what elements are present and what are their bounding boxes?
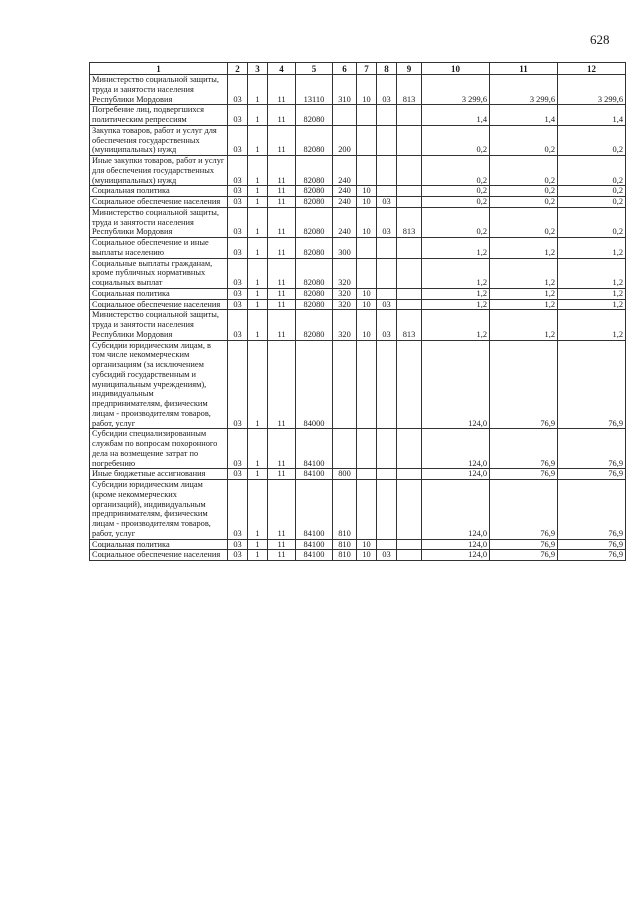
code-cell [377, 105, 397, 126]
amount-cell: 124,0 [422, 340, 490, 429]
amount-cell: 76,9 [558, 539, 626, 550]
header-cell: 12 [558, 63, 626, 75]
code-cell: 813 [397, 75, 422, 105]
code-cell: 11 [268, 186, 296, 197]
amount-cell: 1,2 [422, 238, 490, 259]
row-name-cell: Субсидии юридическим лицам (кроме некоммерческих организаций), индивидуальным предпринимателям, физическим лицам - производителям товаров, работ, услуг [90, 480, 228, 540]
header-cell: 10 [422, 63, 490, 75]
code-cell [377, 429, 397, 469]
amount-cell: 3 299,6 [558, 75, 626, 105]
code-cell: 11 [268, 156, 296, 186]
header-cell: 4 [268, 63, 296, 75]
code-cell: 10 [357, 310, 377, 340]
code-cell: 03 [228, 310, 248, 340]
code-cell [377, 288, 397, 299]
code-cell: 03 [228, 105, 248, 126]
code-cell: 84100 [296, 469, 333, 480]
code-cell: 1 [248, 310, 268, 340]
table-row [90, 238, 626, 259]
code-cell: 1 [248, 299, 268, 310]
amount-cell: 1,2 [490, 299, 558, 310]
row-name-cell: Социальная политика [90, 186, 228, 197]
code-cell: 03 [228, 469, 248, 480]
code-cell: 84100 [296, 550, 333, 561]
code-cell: 84000 [296, 340, 333, 429]
code-cell: 03 [228, 207, 248, 237]
table-row [90, 156, 626, 186]
code-cell: 300 [333, 238, 357, 259]
code-cell: 10 [357, 197, 377, 208]
row-name-cell: Погребение лиц, подвергшихся политическим репрессиям [90, 105, 228, 126]
amount-cell: 1,2 [422, 258, 490, 288]
code-cell: 11 [268, 550, 296, 561]
header-cell: 6 [333, 63, 357, 75]
header-cell: 9 [397, 63, 422, 75]
code-cell: 11 [268, 299, 296, 310]
code-cell [357, 105, 377, 126]
code-cell: 82080 [296, 125, 333, 155]
amount-cell: 76,9 [490, 539, 558, 550]
code-cell: 03 [228, 238, 248, 259]
code-cell: 03 [377, 299, 397, 310]
table-row [90, 429, 626, 469]
amount-cell: 76,9 [490, 480, 558, 540]
code-cell: 1 [248, 258, 268, 288]
code-cell [357, 480, 377, 540]
code-cell: 82080 [296, 156, 333, 186]
code-cell: 82080 [296, 288, 333, 299]
amount-cell: 124,0 [422, 480, 490, 540]
code-cell: 03 [228, 125, 248, 155]
amount-cell: 1,2 [490, 288, 558, 299]
code-cell: 1 [248, 197, 268, 208]
code-cell [333, 105, 357, 126]
code-cell: 240 [333, 197, 357, 208]
code-cell [357, 340, 377, 429]
code-cell: 03 [228, 480, 248, 540]
code-cell [377, 156, 397, 186]
code-cell: 1 [248, 207, 268, 237]
row-name-cell: Министерство социальной защиты, труда и занятости населения Республики Мордовия [90, 207, 228, 237]
code-cell: 11 [268, 75, 296, 105]
code-cell [397, 186, 422, 197]
code-cell [377, 125, 397, 155]
code-cell: 03 [377, 207, 397, 237]
code-cell: 11 [268, 539, 296, 550]
table-row [90, 480, 626, 540]
amount-cell: 1,2 [558, 258, 626, 288]
code-cell: 03 [228, 156, 248, 186]
code-cell [397, 480, 422, 540]
code-cell [357, 258, 377, 288]
amount-cell: 76,9 [558, 469, 626, 480]
amount-cell: 76,9 [490, 550, 558, 561]
amount-cell: 0,2 [558, 186, 626, 197]
code-cell [397, 197, 422, 208]
code-cell: 11 [268, 310, 296, 340]
amount-cell: 0,2 [490, 197, 558, 208]
amount-cell: 1,2 [558, 238, 626, 259]
code-cell: 1 [248, 429, 268, 469]
code-cell [333, 429, 357, 469]
page-number: 628 [590, 32, 610, 47]
code-cell: 810 [333, 539, 357, 550]
header-cell: 7 [357, 63, 377, 75]
row-name-cell: Социальное обеспечение населения [90, 550, 228, 561]
code-cell: 03 [228, 197, 248, 208]
amount-cell: 76,9 [490, 469, 558, 480]
code-cell: 11 [268, 125, 296, 155]
amount-cell: 124,0 [422, 469, 490, 480]
code-cell: 310 [333, 75, 357, 105]
row-name-cell: Социальное обеспечение населения [90, 299, 228, 310]
code-cell [357, 156, 377, 186]
code-cell: 10 [357, 207, 377, 237]
code-cell: 1 [248, 125, 268, 155]
code-cell: 84100 [296, 429, 333, 469]
amount-cell: 1,2 [422, 288, 490, 299]
code-cell [397, 539, 422, 550]
amount-cell: 0,2 [490, 125, 558, 155]
code-cell: 10 [357, 186, 377, 197]
code-cell: 1 [248, 550, 268, 561]
amount-cell: 76,9 [558, 429, 626, 469]
code-cell: 82080 [296, 105, 333, 126]
code-cell: 320 [333, 288, 357, 299]
header-cell: 2 [228, 63, 248, 75]
code-cell: 82080 [296, 258, 333, 288]
code-cell: 1 [248, 238, 268, 259]
code-cell: 1 [248, 156, 268, 186]
code-cell: 813 [397, 310, 422, 340]
code-cell: 11 [268, 105, 296, 126]
header-row [90, 63, 626, 75]
amount-cell: 0,2 [422, 125, 490, 155]
code-cell [377, 480, 397, 540]
row-name-cell: Министерство социальной защиты, труда и занятости населения Республики Мордовия [90, 310, 228, 340]
code-cell [397, 258, 422, 288]
code-cell: 03 [228, 186, 248, 197]
amount-cell: 0,2 [422, 156, 490, 186]
code-cell: 03 [228, 340, 248, 429]
code-cell [377, 186, 397, 197]
row-name-cell: Министерство социальной защиты, труда и занятости населения Республики Мордовия [90, 75, 228, 105]
table-row [90, 186, 626, 197]
code-cell: 03 [228, 288, 248, 299]
amount-cell: 1,2 [558, 310, 626, 340]
amount-cell: 0,2 [422, 197, 490, 208]
code-cell: 240 [333, 207, 357, 237]
table-row [90, 197, 626, 208]
code-cell: 13110 [296, 75, 333, 105]
code-cell: 320 [333, 310, 357, 340]
code-cell [357, 429, 377, 469]
amount-cell: 1,2 [422, 310, 490, 340]
code-cell: 11 [268, 207, 296, 237]
code-cell: 800 [333, 469, 357, 480]
code-cell: 03 [228, 550, 248, 561]
amount-cell: 124,0 [422, 550, 490, 561]
table-row [90, 340, 626, 429]
code-cell: 10 [357, 550, 377, 561]
code-cell: 82080 [296, 186, 333, 197]
code-cell: 1 [248, 469, 268, 480]
code-cell: 11 [268, 197, 296, 208]
code-cell: 10 [357, 299, 377, 310]
code-cell: 03 [228, 429, 248, 469]
code-cell: 82080 [296, 197, 333, 208]
table-row [90, 207, 626, 237]
table-body [90, 75, 626, 561]
amount-cell: 1,2 [490, 238, 558, 259]
code-cell: 813 [397, 207, 422, 237]
code-cell: 82080 [296, 310, 333, 340]
row-name-cell: Иные бюджетные ассигнования [90, 469, 228, 480]
code-cell: 810 [333, 480, 357, 540]
code-cell: 240 [333, 156, 357, 186]
code-cell [377, 340, 397, 429]
row-name-cell: Социальное обеспечение и иные выплаты населению [90, 238, 228, 259]
amount-cell: 3 299,6 [422, 75, 490, 105]
code-cell [397, 105, 422, 126]
amount-cell: 1,2 [558, 288, 626, 299]
code-cell [333, 340, 357, 429]
code-cell: 03 [228, 258, 248, 288]
amount-cell: 124,0 [422, 539, 490, 550]
code-cell [357, 238, 377, 259]
code-cell: 11 [268, 238, 296, 259]
table-row [90, 258, 626, 288]
row-name-cell: Социальное обеспечение населения [90, 197, 228, 208]
row-name-cell: Социальная политика [90, 539, 228, 550]
amount-cell: 1,2 [490, 310, 558, 340]
code-cell [377, 238, 397, 259]
amount-cell: 0,2 [558, 207, 626, 237]
budget-table [89, 62, 626, 561]
amount-cell: 76,9 [558, 340, 626, 429]
code-cell [357, 125, 377, 155]
code-cell: 03 [377, 310, 397, 340]
code-cell: 82080 [296, 299, 333, 310]
row-name-cell: Социальные выплаты гражданам, кроме публичных нормативных социальных выплат [90, 258, 228, 288]
code-cell [397, 125, 422, 155]
code-cell: 1 [248, 539, 268, 550]
header-cell: 5 [296, 63, 333, 75]
code-cell [397, 429, 422, 469]
row-name-cell: Социальная политика [90, 288, 228, 299]
code-cell: 03 [228, 539, 248, 550]
amount-cell: 1,2 [422, 299, 490, 310]
code-cell: 11 [268, 480, 296, 540]
table-row [90, 75, 626, 105]
amount-cell: 0,2 [422, 186, 490, 197]
amount-cell: 0,2 [558, 156, 626, 186]
code-cell: 1 [248, 480, 268, 540]
code-cell: 320 [333, 299, 357, 310]
code-cell: 03 [228, 75, 248, 105]
code-cell: 11 [268, 429, 296, 469]
amount-cell: 1,2 [558, 299, 626, 310]
code-cell: 03 [228, 299, 248, 310]
code-cell: 1 [248, 75, 268, 105]
code-cell [397, 238, 422, 259]
code-cell: 10 [357, 288, 377, 299]
code-cell: 810 [333, 550, 357, 561]
table-row [90, 125, 626, 155]
code-cell: 200 [333, 125, 357, 155]
amount-cell: 76,9 [558, 480, 626, 540]
header-cell: 1 [90, 63, 228, 75]
code-cell [397, 299, 422, 310]
amount-cell: 0,2 [490, 207, 558, 237]
header-cell: 11 [490, 63, 558, 75]
code-cell: 82080 [296, 207, 333, 237]
code-cell: 82080 [296, 238, 333, 259]
code-cell: 84100 [296, 480, 333, 540]
table-row [90, 550, 626, 561]
code-cell [397, 288, 422, 299]
amount-cell: 76,9 [558, 550, 626, 561]
amount-cell: 124,0 [422, 429, 490, 469]
code-cell [377, 258, 397, 288]
code-cell: 11 [268, 288, 296, 299]
table-row [90, 105, 626, 126]
table-row [90, 288, 626, 299]
row-name-cell: Субсидии юридическим лицам, в том числе некоммерческим организациям (за исключением субсидий государственным и муниципальным учреждениям), индивидуальным предпринимателям, физическим лицам - производителям товаров, работ, услуг [90, 340, 228, 429]
amount-cell: 1,2 [490, 258, 558, 288]
code-cell: 84100 [296, 539, 333, 550]
code-cell: 1 [248, 105, 268, 126]
code-cell: 03 [377, 197, 397, 208]
amount-cell: 0,2 [558, 125, 626, 155]
code-cell [397, 340, 422, 429]
amount-cell: 0,2 [422, 207, 490, 237]
code-cell: 1 [248, 186, 268, 197]
code-cell [377, 539, 397, 550]
code-cell: 11 [268, 258, 296, 288]
table-row [90, 539, 626, 550]
amount-cell: 1,4 [558, 105, 626, 126]
row-name-cell: Закупка товаров, работ и услуг для обеспечения государственных (муниципальных) нужд [90, 125, 228, 155]
code-cell [397, 550, 422, 561]
code-cell: 240 [333, 186, 357, 197]
code-cell: 1 [248, 340, 268, 429]
amount-cell: 0,2 [490, 156, 558, 186]
code-cell: 03 [377, 75, 397, 105]
amount-cell: 1,4 [422, 105, 490, 126]
row-name-cell: Субсидии специализированным службам по вопросам похоронного дела на возмещение затрат по погребению [90, 429, 228, 469]
code-cell: 03 [377, 550, 397, 561]
code-cell: 10 [357, 75, 377, 105]
code-cell: 1 [248, 288, 268, 299]
amount-cell: 76,9 [490, 340, 558, 429]
code-cell [397, 469, 422, 480]
table-row [90, 469, 626, 480]
code-cell [357, 469, 377, 480]
code-cell: 11 [268, 340, 296, 429]
row-name-cell: Иные закупки товаров, работ и услуг для обеспечения государственных (муниципальных) нужд [90, 156, 228, 186]
code-cell [397, 156, 422, 186]
table-row [90, 299, 626, 310]
code-cell: 10 [357, 539, 377, 550]
table-row [90, 310, 626, 340]
code-cell: 320 [333, 258, 357, 288]
amount-cell: 0,2 [558, 197, 626, 208]
code-cell [377, 469, 397, 480]
code-cell: 11 [268, 469, 296, 480]
amount-cell: 0,2 [490, 186, 558, 197]
amount-cell: 1,4 [490, 105, 558, 126]
amount-cell: 3 299,6 [490, 75, 558, 105]
header-cell: 3 [248, 63, 268, 75]
header-cell: 8 [377, 63, 397, 75]
amount-cell: 76,9 [490, 429, 558, 469]
